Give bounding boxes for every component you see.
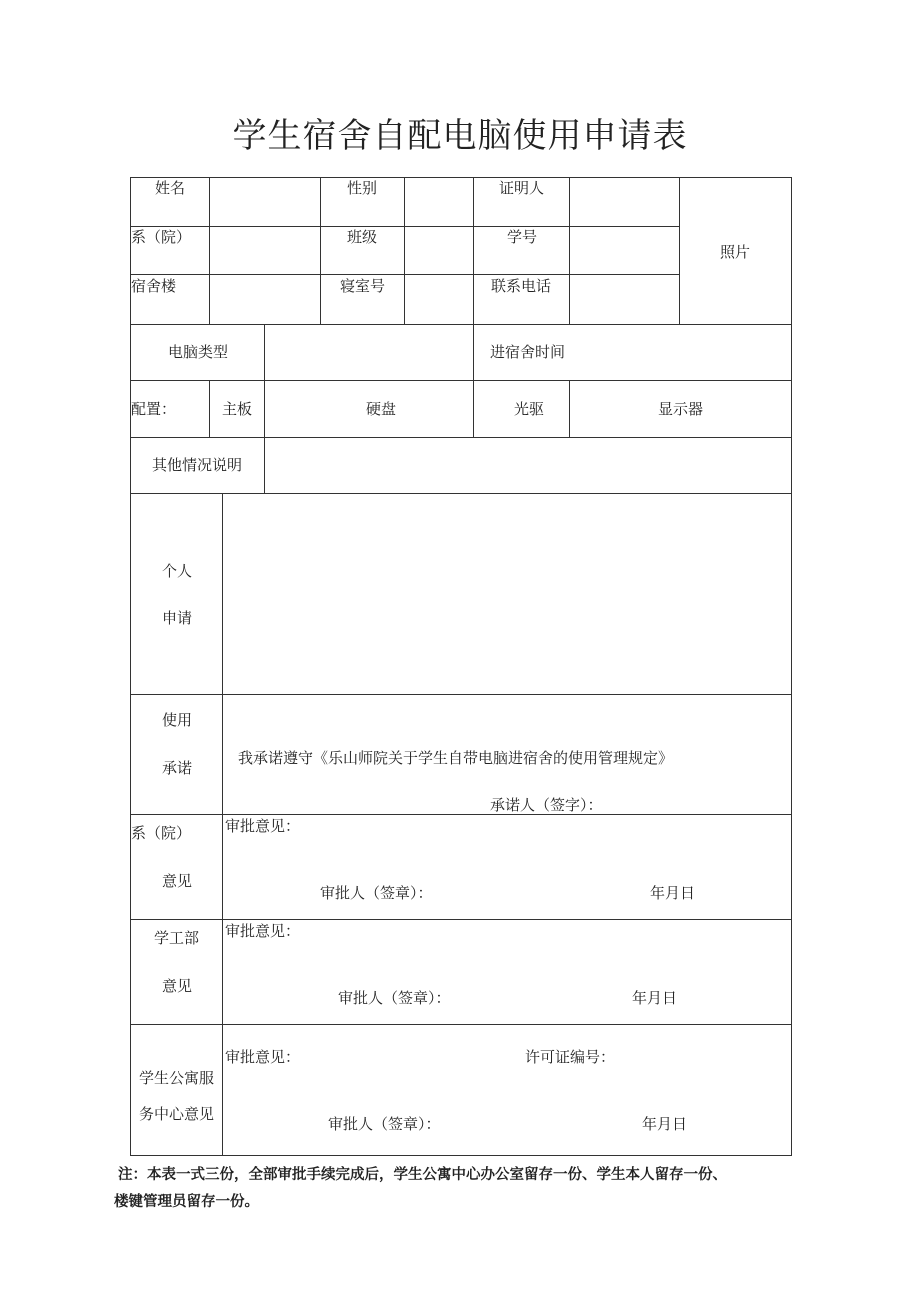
dept-approval-opinion: 审批意见： [225,817,301,835]
permit-number-label: 许可证编号： [525,1048,616,1066]
config-label: 配置： [131,400,177,418]
dept-approver: 审批人（签章）： [320,884,433,902]
name-label: 姓名 [155,179,186,197]
footnote-line1: 注：本表一式三份，全部审批手续完成后，学生公寓中心办公室留存一份、学生本人留存一份、 [118,1167,727,1183]
row-divider [130,919,792,920]
column-divider [264,324,265,493]
photo-label: 照片 [720,243,751,261]
move-in-time-label: 进宿舍时间 [490,343,566,361]
gender-label: 性别 [347,179,378,197]
table-border-left [130,177,131,1155]
apartment-center-label-line2: 务中心意见 [139,1105,215,1123]
dept-date: 年月日 [650,884,696,902]
student-no-label: 学号 [507,228,538,246]
class-label: 班级 [347,228,378,246]
apartment-center-approver: 审批人（签章）： [328,1115,441,1133]
column-divider [209,380,210,437]
student-affairs-label-line1: 学工部 [154,929,200,947]
form-title: 学生宿舍自配电脑使用申请表 [232,116,688,156]
room-no-label: 寝室号 [340,277,386,295]
apartment-center-label-line1: 学生公寓服 [139,1069,215,1087]
dept-label: 系（院） [131,228,192,246]
footnote-line2: 楼键管理员留存一份。 [114,1194,259,1210]
table-border-top [130,177,792,178]
promise-signer: 承诺人（签字）： [490,796,603,814]
column-divider [569,380,570,437]
phone-label: 联系电话 [491,277,552,295]
dorm-building-label: 宿舍楼 [131,277,177,295]
row-divider [130,324,792,325]
optical-drive-label: 光驱 [514,400,545,418]
student-affairs-date: 年月日 [632,989,678,1007]
row-divider [130,493,792,494]
motherboard-label: 主板 [222,400,253,418]
column-divider [222,493,223,1155]
student-affairs-approval-opinion: 审批意见： [225,922,301,940]
column-divider [473,177,474,437]
monitor-label: 显示器 [658,400,704,418]
column-divider [679,177,680,324]
column-divider [320,177,321,324]
disk-label: 硬盘 [366,400,397,418]
computer-type-label: 电脑类型 [168,343,229,361]
promise-label-line1: 使用 [162,711,193,729]
promise-label-line2: 承诺 [162,759,193,777]
column-divider [569,177,570,324]
table-border-bottom [130,1155,792,1156]
row-divider [130,694,792,695]
student-affairs-label-line2: 意见 [162,977,193,995]
personal-apply-label-line1: 个人 [162,562,193,580]
promise-statement: 我承诺遵守《乐山师院关于学生自带电脑进宿舍的使用管理规定》 [238,749,674,767]
dept-opinion-label-line1: 系（院） [131,824,192,842]
other-info-label: 其他情况说明 [152,456,243,474]
apartment-center-approval-opinion: 审批意见： [225,1048,301,1066]
student-affairs-approver: 审批人（签章）： [338,989,451,1007]
apartment-center-date: 年月日 [642,1115,688,1133]
column-divider [404,177,405,324]
row-divider [130,814,792,815]
personal-apply-label-line2: 申请 [162,609,193,627]
row-divider [130,437,792,438]
row-divider [130,1024,792,1025]
table-border-right [791,177,792,1155]
row-divider [130,380,792,381]
column-divider [209,177,210,324]
dept-opinion-label-line2: 意见 [162,872,193,890]
witness-label: 证明人 [499,179,545,197]
